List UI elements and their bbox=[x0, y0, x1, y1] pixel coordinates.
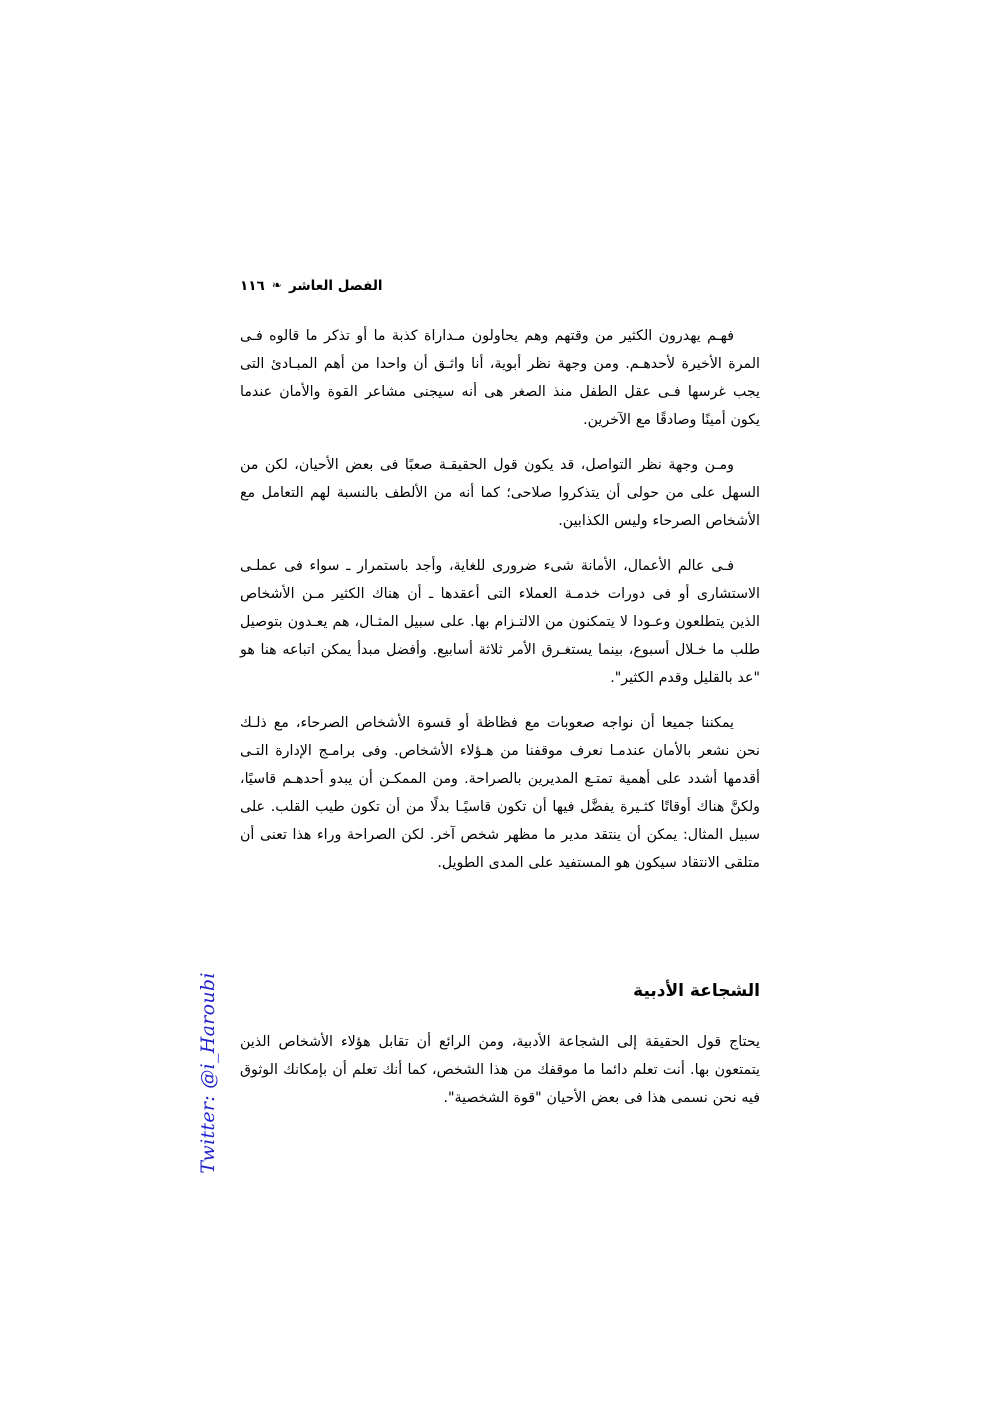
watermark-text: Twitter: @i_Haroubi bbox=[197, 971, 219, 1174]
paragraph: فهـم يهدرون الكثير من وقتهم وهم يحاولون مـداراة كذبة ما أو تذكر ما قالوه فـى المرة الأخيرة لأحدهـم. ومن وجهة نظر أبوية، أنا واثـق أن واحدا من أهم المبـادئ التى يجب غرسها فـى عقل الطفل منذ الصغر هى أنه سيجنى مشاعر القوة والأمان عندما يكون أمينًا وصادقًا مع الآخرين. bbox=[240, 328, 760, 428]
paragraph: يحتاج قول الحقيقة إلى الشجاعة الأدبية، ومن الرائع أن تقابل هؤلاء الأشخاص الذين يتمتعون بها. أنت تعلم دائما ما موقفك من هذا الشخص، كما أنك تعلم أن بإمكانك الوثوق فيه نحن نسمى هذا فى بعض الأحيان "قوة الشخصية". bbox=[240, 1034, 760, 1106]
section-heading: الشجاعة الأدبية bbox=[633, 981, 760, 1001]
section-body-column bbox=[240, 1028, 760, 1112]
running-header-inner bbox=[240, 278, 383, 294]
chapter-title: الفصل العاشر bbox=[289, 278, 383, 294]
page-number: ١١٦ bbox=[240, 278, 265, 294]
section-heading-wrapper bbox=[240, 978, 760, 1004]
paragraph: ومـن وجهة نظر التواصل، قد يكون قول الحقيقـة صعبًا فى بعض الأحيان، لكن من السهل على من حولى أن يتذكروا صلاحى؛ كما أنه من الألطف بالنسبة لهم التعامل مع الأشخاص الصرحاء وليس الكذابين. bbox=[240, 457, 760, 529]
ornament-icon: ❧ bbox=[271, 278, 282, 292]
paragraph: فـى عالم الأعمال، الأمانة شىء ضرورى للغاية، وأجد باستمرار ـ سواء فى عملـى الاستشارى أو فى دورات خدمـة العملاء التى أعقدها ـ أن هناك الكثير مـن الأشخاص الذين يتطلعون وعـودا لا يتمكنون من الالتـزام بها. على سبيل المثـال، هم يعـدون بتوصيل طلب ما خـلال أسبوع، بينما يستغـرق الأمر ثلاثة أسابيع. وأفضل مبدأ يمكن اتباعه هنا هو "عد بالقليل وقدم الكثير". bbox=[240, 558, 760, 686]
running-header bbox=[240, 278, 760, 294]
body-text-column bbox=[240, 322, 760, 877]
paragraph: يمكننا جميعا أن نواجه صعوبات مع فظاظة أو قسوة الأشخاص الصرحاء، مع ذلـك نحن نشعر بالأمان عندمـا نعرف موقفنا من هـؤلاء الأشخاص. وفى برامـج الإدارة التـى أقدمها أشدد على أهمية تمتـع المديرين بالصراحة. ومن الممكـن أن يبدو أحدهـم قاسيًا، ولكنَّ هناك أوقاتًا كثـيرة يفضَّل فيها أن تكون قاسيًـا بدلًا من أن تكون طيب القلب. على سبيل المثال: يمكن أن ينتقد مدير ما مظهر شخص آخر. لكن الصراحة وراء هذا تعنى أن متلقى الانتقاد سيكون هو المستفيد على المدى الطويل. bbox=[240, 715, 760, 871]
watermark bbox=[188, 971, 228, 1174]
